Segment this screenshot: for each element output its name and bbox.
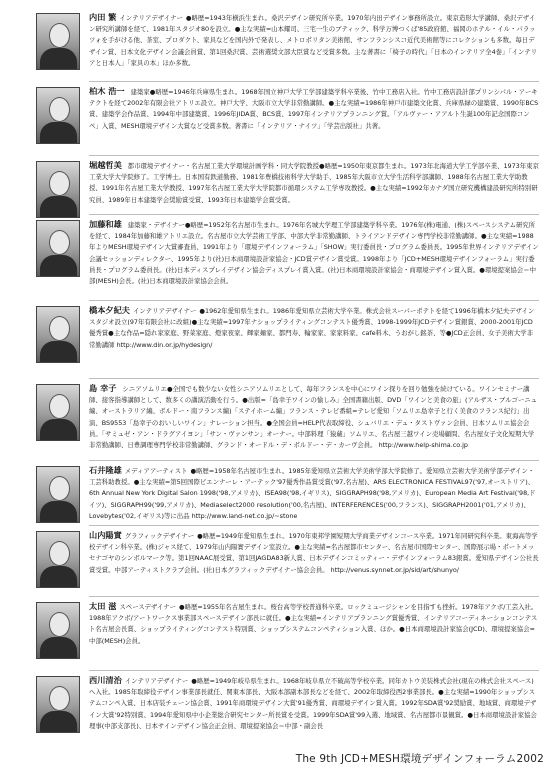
profile-text: [89, 465, 539, 522]
profile-biography: 建築家●略歴=1946年兵庫県生まれ。1968年国立神戸大学工学部建築学科卒業後、竹中工務店入社。竹中工務店設計部プリンシパル・アーキテクトを経て2002年有限会社アトリエ設立。神戸大学、大阪市立大学非常勤講師。●主な実績=1986年神戸市建築文化賞、兵庫県緑の建築賞、1990年BCS賞、建築学会作品賞、1994年中部建築賞、1996年JIDA賞、BCS賞、1997年インテリアプランニング賞。「アルヴァー・アアルト生誕100年記念国際コンペ」入賞、MESH環境デザイン大賞など受賞多数。著書に「インテリア・ナイツ」「学芸出版社」共著。: [89, 88, 539, 130]
portrait-photo: [36, 602, 80, 659]
profile-role: メディアアーティスト: [124, 467, 188, 475]
profile-name: 山内陽實: [89, 530, 122, 540]
profile-role: スペースデザイナー: [119, 603, 177, 611]
profile-name: 島 幸子: [89, 383, 117, 393]
entry-divider: [89, 81, 539, 82]
portrait-photo: [36, 220, 80, 277]
portrait-photo: [36, 87, 80, 144]
entry-divider: [89, 300, 539, 301]
entry-divider: [89, 460, 539, 461]
profile-name: 加藤和雄: [89, 219, 122, 229]
portrait-photo: [36, 161, 80, 218]
profile-text: [89, 12, 539, 69]
profile-role: インテリアデザイナー: [124, 677, 189, 685]
profile-biography: 都市環境デザイナー・名古屋工業大学環境計画学科・同大学院教授●略歴=1950年東京都生まれ。1973年北海道大学工学部卒業、1973年東京工業大学大学院修了。工学博士。日本国有鉄道勤務、1981年豊橋技術科学大学助手、1985年大阪市立大学生活科学部講師、1988年名古屋工業大学助教授、1991年名古屋工業大学教授、1997年名古屋工業大学大学院都市循環システム工学専攻教授。●主な実績=1992年カナダ国立研究機構建設研究所特別研究員、1989年日本建築学会奨励賞受賞、1993年日本建築学会賞受賞。: [89, 162, 539, 204]
portrait-photo: [36, 676, 80, 733]
portrait-photo: [36, 13, 80, 70]
profile-text: [89, 383, 539, 451]
profile-name: 石井隆雄: [89, 465, 122, 475]
portrait-photo: [36, 384, 80, 441]
entry-divider: [89, 670, 539, 671]
profile-name: 太田 滋: [89, 601, 117, 611]
portrait-photo: [36, 466, 80, 523]
profile-biography: シニアソムリエ●全国でも数少ない女性シニアソムリエとして、毎年フランスを中心にワイン探りを回り勉強を続けている。ワインセミナー講師、接客指導講師として、数多くの講演活動を行う。●出版=「島幸子ワインの愉しみ」全国書籍出版、DVD「ワインと美食の旅」(アルザス・ブルゴーニュ編、オーストラリア編、ボルドー・南フランス編)「ステイホーム編」フランス・テレビ番組=テレビ愛知「ソムリエ島幸子と行く美食のフランス紀行」出演、BS9553「島幸子のおいしいワイン」ナレーション担当。●全国会員=HELP代表取締役、シュバリエ・デュ・タストヴァン会員、日本ソムリエ協会会員。「サミュゼ・アン・ドラグアイヨン」「サン・ヴァンサン」オーナー。中部料理「猿蔵」ソムリエ、名古屋三越ワイン売場顧問、名古屋女子文化短期大学非常勤講師、日豊調理専門学校非常勤講師、グランド・オードル・デ・ボルドー・デ・カーヴ会員。 http://www.help-shima.co.jp: [89, 385, 538, 450]
profile-biography: 建築家・デザイナー●略歴=1952年名古屋市生まれ。1976年名城大学理工学部建築学科卒業。1976年(株)電通、(株)スペースシステム研究所を経て、1984年加藤和雄アトリエ設立。名古屋市立大学芸術工学部、中部大学非常勤講師、トライアンドデザイン専門学校非常勤講師。●主な実績=1988年よりMESH環境デザイン大賞審査員、1991年より「環境デザインフォーラム」「SHOW」実行委員長・プログラム委員長。1995年世界インテリアデザイン会議セッションディレクター、1995年より(社)日本商環境設計家協会・JCD賞デザイン賞受賞。1998年より「JCD+MESH環境デザインフォーラム」実行委員長・プログラム委員長。(社)日本ディスプレイデザイン協会ディスプレイ賞入賞。(社)日本商環境設計家協会・商環境デザイン賞入賞。●環境提案協会＝中部(MESH)会長。(社)日本商環境設計家協会会員。: [89, 221, 539, 286]
profile-biography: ●1962年愛知県生まれ。1986年愛知県立芸術大学卒業。株式会社スーパーポテトを経て1996年橋本夕紀夫デザインスタジオ設立(97年有限会社に改組)●主な実績=1997年ナショップライティングコンテスト優秀賞、1998-1999年JCDデザイン賞銀賞、2000-2001年JCD優秀賞●主な作品=隠れ家家庭、野菜家庭、燈家夜家、輝家麺家、都門寿、輪家家、家家料家、cafe料木、うおがし銘茶、等●JCD正会員、女子美術大学非常勤講師 http://www.din.or.jp/hydesign/: [89, 307, 535, 349]
profile-text: [89, 530, 539, 576]
entry-divider: [89, 378, 539, 379]
profile-biography: ●略歴=1943年横浜生まれ。桑沢デザイン研究所卒業。1970年内田デザイン事務所設立。東京造形大学講師、桑沢デザイン研究所講師を経て、1981年スタジオ80を設立。●主な実績=山本耀司、三宅一生のブティック、科学万博つくば'85政府館、福岡のホテル・イル・パラッツォを手がける他、茶室、プロダクト、家具などを国内外で発表し、メトロポリタン美術館、サンフランシスコ近代美術館等にコレクションも多数。毎日デザイン賞、日本文化デザイン会議会員賞、第1回桑沢賞、芸術選奨文部大臣賞など受賞多数。主な著書に「椅子の時代」「日本のインテリア全4巻」「インテリアと日本人」「家具の本」ほか多数。: [89, 14, 538, 67]
profile-name: 橋本夕紀夫: [89, 305, 130, 315]
portrait-photo: [36, 306, 80, 363]
entry-divider: [89, 525, 539, 526]
profile-role: インテリアデザイナー: [119, 14, 183, 22]
profile-biography: ●略歴=1949年岐阜県生まれ。1968年岐阜県立不破高等学校卒業。同年カトウ美装株式会社(現在の株式会社スペース)へ入社。1985年取締役デザイン事業部長就任、関東本部長、大阪本部副本部長などを経て、2002年取締役西2事業部長。●主な実績=1990年ショップシステムコンペ入賞、日本店装チェーン協会賞、1991年商環境デザイン大賞'91優秀賞、商環境デザイン賞入賞。1992年SDA賞'92奨励賞、地域賞、商環境デザイン大賞'92特別賞、1994年愛知県中小企業総合研究センター所長賞を受賞。1999年SDA賞'99入選、地域賞、名古屋都市景観賞。●日本商環境設計家協会理事(中部支部長)、日本サインデザイン協会正会員、環境提案協会＝中部・副会長: [89, 677, 537, 730]
profile-role: グラフィックデザイナー: [124, 532, 195, 540]
profile-text: [89, 675, 539, 732]
profile-text: [89, 601, 539, 647]
profile-name: 内田 繁: [89, 12, 117, 22]
profile-biography: ●略歴=1955年名古屋生まれ。桜台高等学校普通科卒業。ロックミュージシャンを目指すも挫折。1978年アクボ/工芸入社。1988年アクボ/アートワークス事業部スペースデザイン部長に就任。●主な実績=インテリアプランニング賞優秀賞、インテリアコーディネーションコンテスト名古屋会長賞、ショップライティングコンテスト特別賞、ショップシステムコンペティション入賞、ほか。●日本商環境設計家協会(JCD)、環境提案協会=中部(MESH)会員。: [89, 603, 538, 645]
entry-divider: [89, 155, 539, 156]
profile-text: [89, 219, 539, 287]
profile-text: [89, 86, 539, 132]
profile-text: [89, 160, 539, 206]
entry-divider: [89, 596, 539, 597]
profile-role: インテリアデザイナー: [132, 307, 197, 315]
profile-name: 西川清治: [89, 675, 122, 685]
profile-biography: ●略歴=1949年愛知県生まれ。1970年東邦学園短期大学商業デザインコース卒業。1971年同研究科卒業。東海高等学校デザイン科卒業。(株)ジャス経て、1979年山内陽實デザイン室設立。●主な実績=名古屋都市センター、名古屋市国際センター、国際展示場・ポートメッセナゴヤのシンボルマーク等。第1回NAAC展受賞、第1回JAGDA83新人賞、日本デザインコミッティー・デザインフォーラム83銀賞。愛知県デザイン公社長賞受賞。中部アーティストクラブ会員。(社)日本グラフィックデザイナー協会会員。 http://venus.synnet.or.jp/sid/art/shunyo/: [89, 532, 539, 574]
profile-name: 柏木 浩一: [89, 86, 125, 96]
profile-name: 堀越哲美: [89, 160, 122, 170]
profile-biography: ●略歴=1958年名古屋市生まれ。1985年愛知県立芸術大学美術学部大学院修了。愛知県立芸術大学美術学部デザイン・工芸科助教授。●主な実績=第5回国際ビエンナーレ・アーテック'97優秀作品賞受賞('97,名古屋)、ARS ELECTRONICA FESTIVAL97('97,オーストリア)、6th Annual New York Digital Salon 1998('98,アメリカ)、ISEA98('98,イギリス)、SIGGRAPH98('98,アメリカ)、European Media Art Festival('98,ドイツ)、SIGGRAPH99('99,アメリカ)、Mediaselect2000 resolution('00,名古屋)、INTERFERENCES('00,フランス)、SIGGRAPH2001('01,アメリカ)、Lovebytes('02,イギリス)等に出品 http://www.land-net.co.jp/~stone: [89, 467, 536, 520]
profile-text: [89, 305, 539, 351]
footer-title: The 9th JCD+MESH環境デザインフォーラム2002: [295, 753, 544, 765]
portrait-photo: [36, 531, 80, 588]
entry-divider: [89, 214, 539, 215]
